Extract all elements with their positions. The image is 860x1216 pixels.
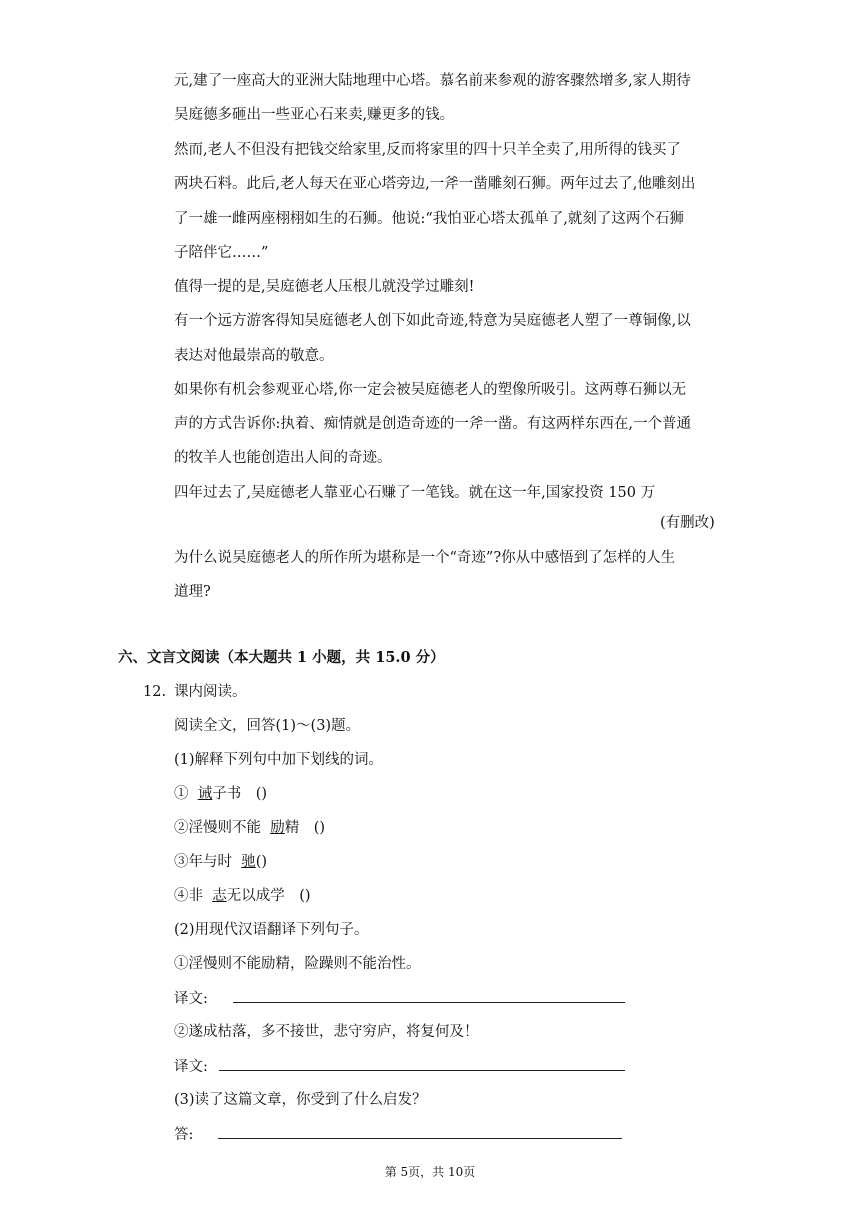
instruction: 阅读全文，回答(1)～(3)题。 [174,718,361,734]
passage-line: 元,建了一座高大的亚洲大陆地理中心塔。慕名前来参观的游客骤然增多,家人期待 [174,73,691,89]
translation-1: 译文: [174,988,625,1009]
item-2: ②淫慢则不能 励精 () [174,820,326,836]
passage-line: 有一个远方游客得知吴庭德老人创下如此奇迹,特意为吴庭德老人塑了一尊铜像,以 [174,313,691,329]
passage-line: 四年过去了,吴庭德老人靠亚心石赚了一笔钱。就在这一年,国家投资 150 万 [174,485,656,501]
question-line: 道理? [174,584,211,600]
underlined-word: 志 [212,888,227,904]
underlined-word: 励 [270,820,285,836]
subquestion-3: (3)读了这篇文章，你受到了什么启发？ [174,1092,427,1108]
question-line: 为什么说吴庭德老人的所作所为堪称是一个“奇迹”?你从中感悟到了怎样的人生 [174,550,676,566]
passage-line: 声的方式告诉你:执着、痴情就是创造奇迹的一斧一凿。有这两样东西在,一个普通 [174,416,691,432]
question-number: 12. [143,684,167,700]
passage-line: 吴庭德多砸出一些亚心石来卖,赚更多的钱。 [174,107,455,123]
answer-blank[interactable] [218,1124,622,1139]
passage-line: 子陪伴它……” [174,245,269,261]
passage-line: 如果你有机会参观亚心塔,你一定会被吴庭德老人的塑像所吸引。这两尊石狮以无 [174,382,687,398]
question-title: 课内阅读。 [174,684,247,700]
underlined-word: 驰 [241,854,256,870]
answer-line: 答: [174,1124,622,1145]
passage-line: 然而,老人不但没有把钱交给家里,反而将家里的四十只羊全卖了,用所得的钱买了 [174,142,681,158]
section-heading: 六、文言文阅读（本大题共 1 小题，共 15.0 分） [118,649,445,666]
underlined-word: 诫 [197,786,213,802]
passage-line: 了一雄一雌两座栩栩如生的石狮。他说:“我怕亚心塔太孤单了,就刻了这两个石狮 [174,211,684,227]
passage-line: 的牧羊人也能创造出人间的奇迹。 [174,450,392,466]
item-4: ④非 志无以成学 () [174,888,311,904]
item-1: ① 诫子书 () [174,786,268,802]
passage-line: 两块石料。此后,老人每天在亚心塔旁边,一斧一凿雕刻石狮。两年过去了,他雕刻出 [174,176,696,192]
sentence-2: ②遂成枯落，多不接世，悲守穷庐，将复何及！ [174,1024,479,1040]
subquestion-1: (1)解释下列句中加下划线的词。 [174,752,384,768]
subquestion-2: (2)用现代汉语翻译下列句子。 [174,922,369,938]
translation-2: 译文: [174,1056,625,1077]
page-footer: 第 5页，共 10页 [384,1165,476,1179]
sentence-1: ①淫慢则不能励精，险躁则不能治性。 [174,956,421,972]
item-3: ③年与时 驰() [174,854,268,870]
answer-blank[interactable] [219,1056,625,1071]
answer-blank[interactable] [233,988,625,1003]
source-note: (有删改) [660,515,715,531]
passage-line: 表达对他最崇高的敬意。 [174,348,334,364]
passage-line: 值得一提的是,吴庭德老人压根儿就没学过雕刻! [174,279,475,295]
